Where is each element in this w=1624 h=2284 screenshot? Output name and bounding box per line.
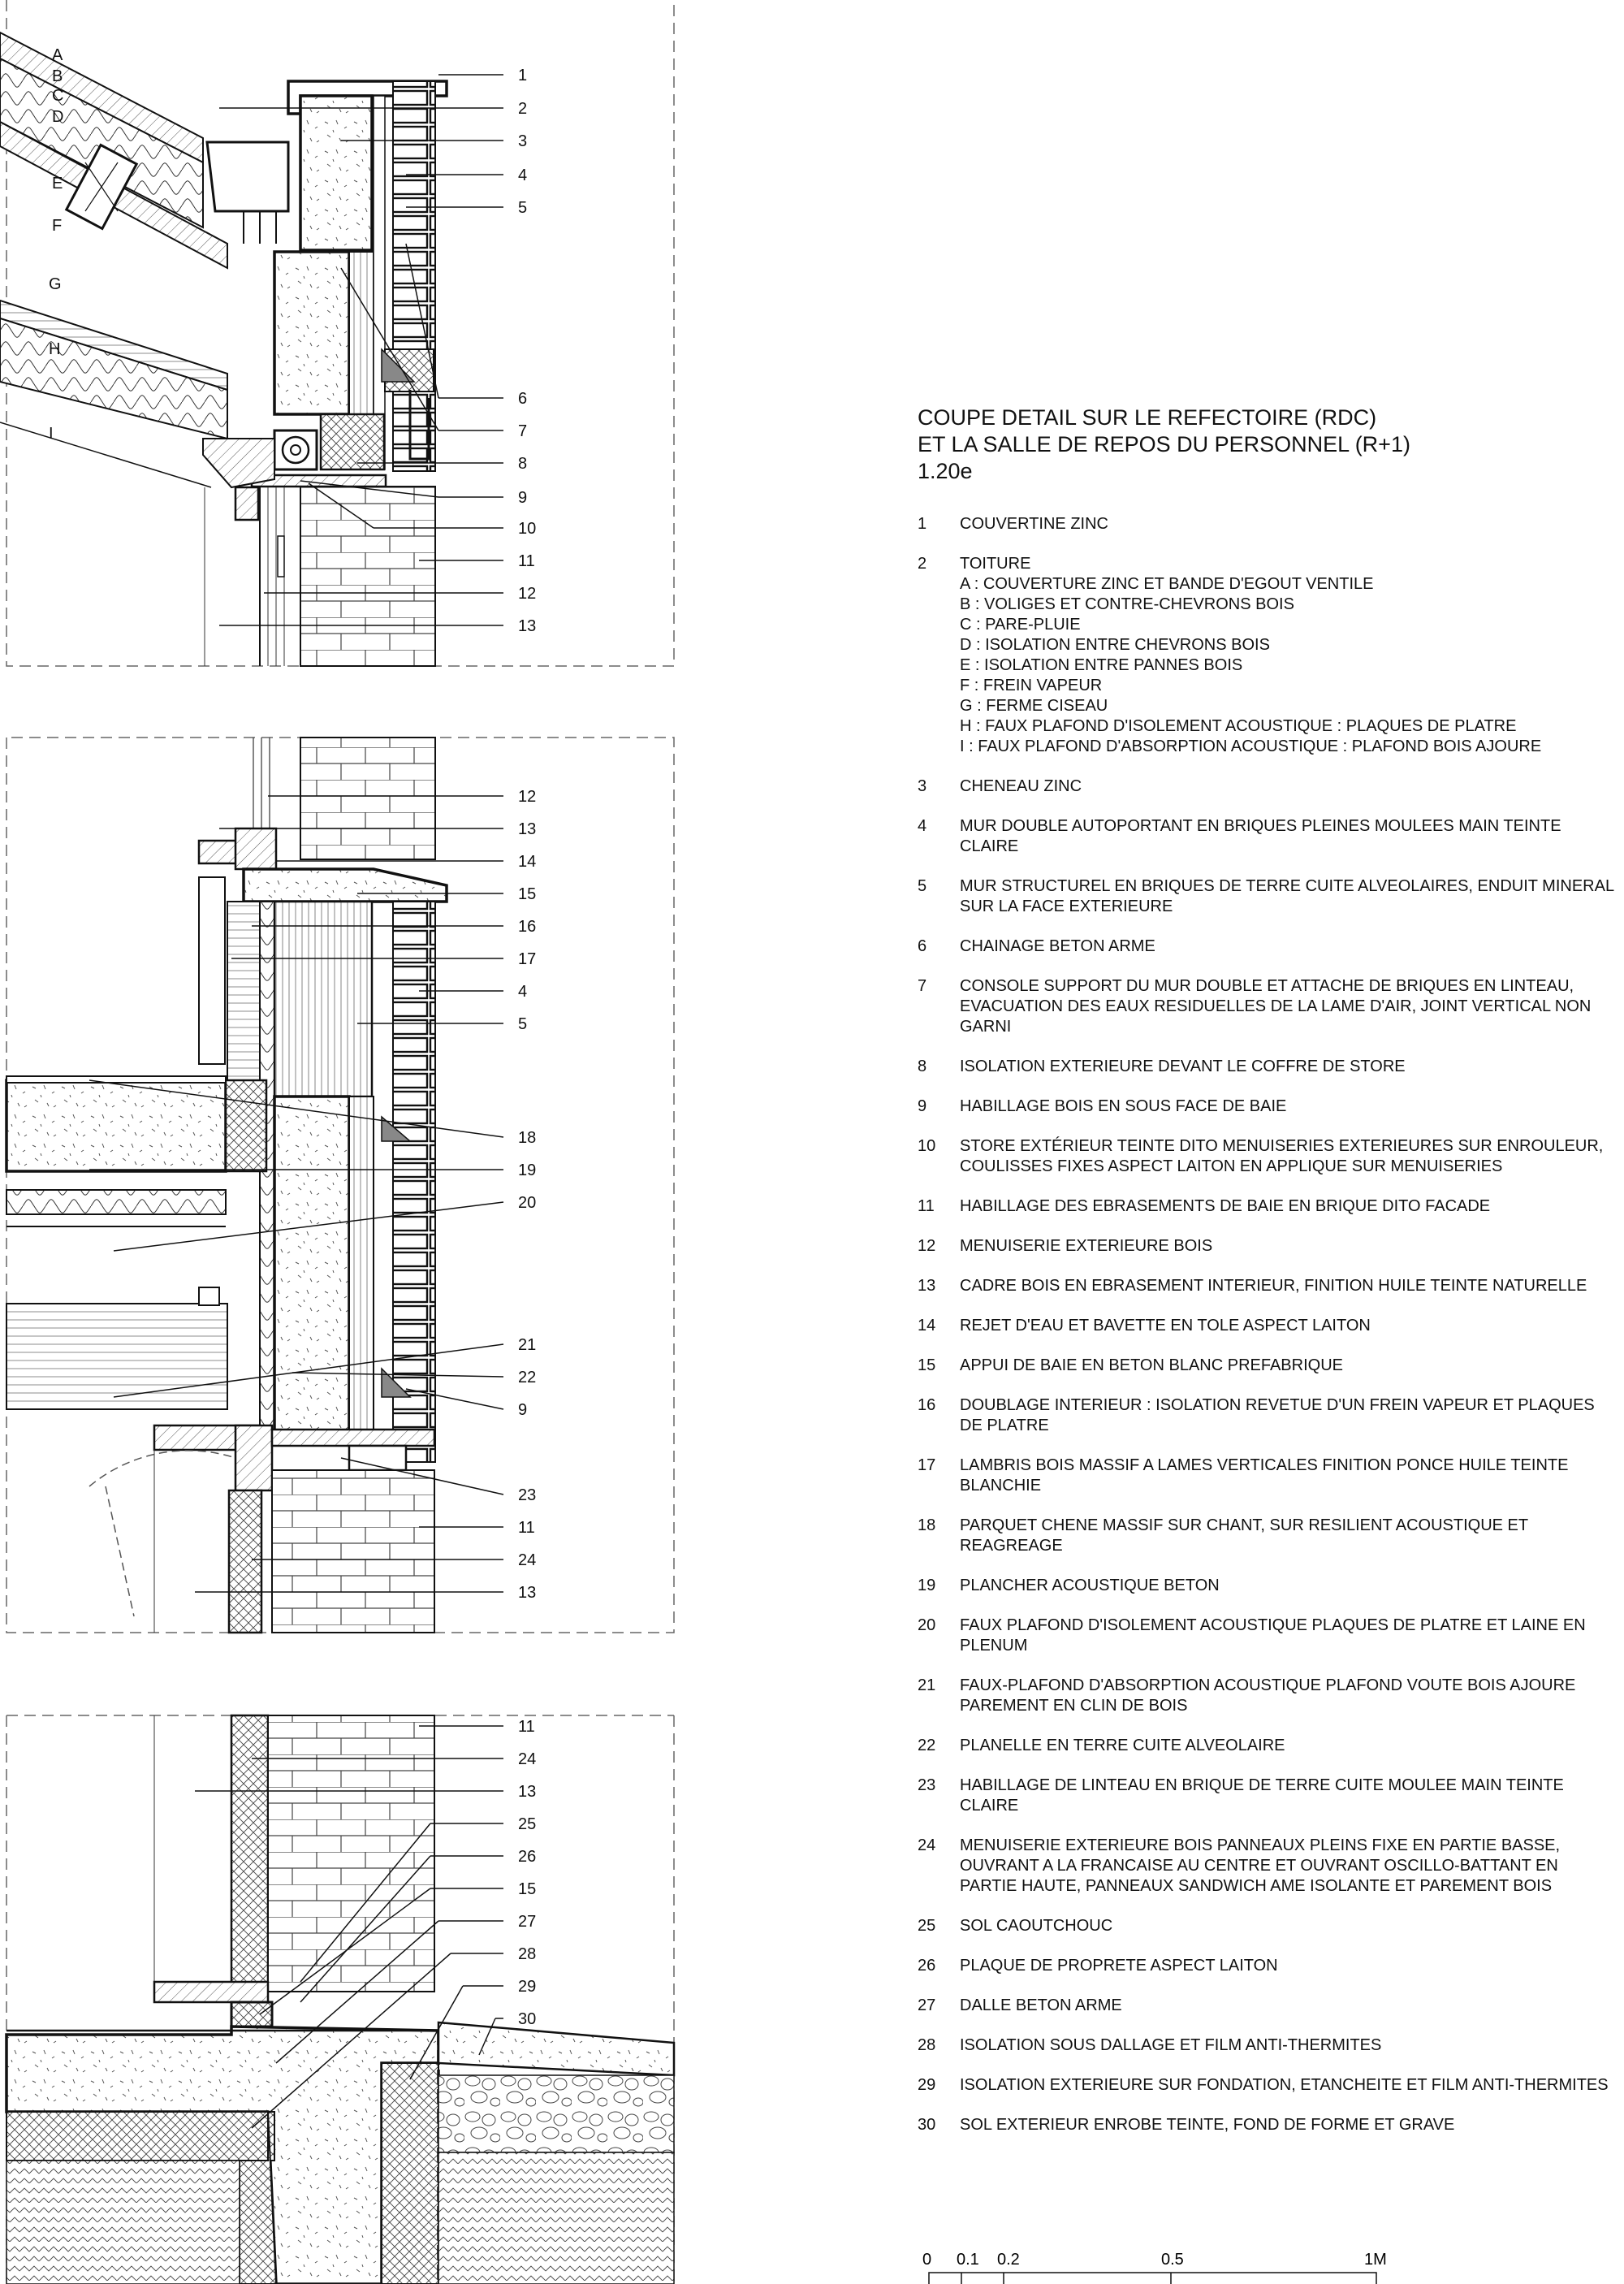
floor-section xyxy=(6,738,447,1633)
legend-item-body xyxy=(960,816,1616,857)
legend-item-number: 15 xyxy=(918,1356,936,1374)
legend-item-subtext: A : COUVERTURE ZINC ET BANDE D'EGOUT VENTILE xyxy=(960,575,1374,593)
legend-item-subtext: D : ISOLATION ENTRE CHEVRONS BOIS xyxy=(960,636,1270,654)
callout-mid-4: 4 xyxy=(518,983,528,1001)
legend-item-body xyxy=(960,1836,1616,1897)
callout-top-9: 9 xyxy=(518,489,528,507)
callout-bot-13: 13 xyxy=(518,1783,537,1801)
legend-item-text: CHAINAGE BETON ARME xyxy=(960,937,1155,955)
foundation-section xyxy=(6,1715,674,2284)
legend-item xyxy=(918,976,1616,1037)
legend-item-number: 12 xyxy=(918,1237,936,1255)
legend-item xyxy=(918,1456,1616,1496)
callout-top-8: 8 xyxy=(518,455,528,473)
legend-item-number: 9 xyxy=(918,1097,927,1115)
legend-item-text: TOITURE xyxy=(960,555,1031,573)
legend-item xyxy=(918,2035,1616,2056)
legend-item-body xyxy=(960,1276,1616,1296)
legend-item-number: 26 xyxy=(918,1957,936,1975)
callout-numbers-bottom xyxy=(518,1718,536,2028)
legend-item xyxy=(918,1356,1616,1376)
legend-item-subtext: E : ISOLATION ENTRE PANNES BOIS xyxy=(960,656,1243,674)
roof-letter-e: E xyxy=(52,175,63,192)
legend-item-number: 4 xyxy=(918,817,927,835)
legend-item-number: 28 xyxy=(918,2036,936,2054)
roof-letter-f: F xyxy=(52,217,63,235)
legend-item-text: CADRE BOIS EN EBRASEMENT INTERIEUR, FINITION HUILE TEINTE NATURELLE xyxy=(960,1277,1587,1295)
callout-bot-27: 27 xyxy=(518,1913,537,1931)
legend-item-body xyxy=(960,1676,1616,1716)
callout-bot-30: 30 xyxy=(518,2010,537,2028)
legend-item-subtext: H : FAUX PLAFOND D'ISOLEMENT ACOUSTIQUE : PLAQUES DE PLATRE xyxy=(960,717,1517,735)
legend-item-text: PLANCHER ACOUSTIQUE BETON xyxy=(960,1577,1220,1594)
scale-tick-05: 0.5 xyxy=(1161,2252,1184,2269)
legend-item-text: FAUX-PLAFOND D'ABSORPTION ACOUSTIQUE PLAFOND VOUTE BOIS AJOURE PAREMENT EN CLIN DE BOIS xyxy=(960,1676,1576,1715)
callout-mid-12: 12 xyxy=(518,788,537,806)
legend-item-number: 30 xyxy=(918,2116,936,2134)
legend-item xyxy=(918,1676,1616,1716)
callout-mid-17: 17 xyxy=(518,950,537,968)
callout-top-13: 13 xyxy=(518,617,537,635)
callout-bot-24: 24 xyxy=(518,1750,537,1768)
callout-top-1: 1 xyxy=(518,67,528,84)
legend-item xyxy=(918,1836,1616,1897)
legend-item xyxy=(918,2115,1616,2135)
legend-item-body xyxy=(960,554,1616,757)
callout-top-6: 6 xyxy=(518,390,528,408)
legend-item-text: MUR STRUCTUREL EN BRIQUES DE TERRE CUITE ALVEOLAIRES, ENDUIT MINERAL SUR LA FACE EXTERIEURE xyxy=(960,877,1614,915)
legend-item-number: 1 xyxy=(918,515,927,533)
legend-item-body xyxy=(960,1616,1616,1656)
roof-letter-h: H xyxy=(49,340,61,358)
callout-mid-15: 15 xyxy=(518,885,537,903)
legend-item-text: MENUISERIE EXTERIEURE BOIS PANNEAUX PLEINS FIXE EN PARTIE BASSE, OUVRANT A LA FRANCAISE AU CENTRE ET OUVRANT OSCILLO-BATTANT EN PARTIE HAUTE, PANNEAUX SANDWICH AME ISOLANTE ET PAREMENT BOIS xyxy=(960,1836,1561,1895)
legend-item-number: 21 xyxy=(918,1676,936,1694)
legend-item-text: MENUISERIE EXTERIEURE BOIS xyxy=(960,1237,1213,1255)
roof-letter-b: B xyxy=(52,67,63,85)
callout-top-5: 5 xyxy=(518,199,528,217)
callout-bot-11: 11 xyxy=(518,1718,535,1736)
legend-item-body xyxy=(960,976,1616,1037)
legend-item xyxy=(918,1576,1616,1596)
callout-bot-29: 29 xyxy=(518,1978,537,1996)
legend-item-body xyxy=(960,1196,1616,1217)
legend-item-body xyxy=(960,1356,1616,1376)
legend-item-text: DALLE BETON ARME xyxy=(960,1996,1122,2014)
legend-item-text: FAUX PLAFOND D'ISOLEMENT ACOUSTIQUE PLAQUES DE PLATRE ET LAINE EN PLENUM xyxy=(960,1616,1586,1655)
legend-item-text: CHENEAU ZINC xyxy=(960,777,1082,795)
legend-item-text: COUVERTINE ZINC xyxy=(960,515,1108,533)
legend-item xyxy=(918,816,1616,857)
legend-item-number: 13 xyxy=(918,1277,936,1295)
legend-item-number: 24 xyxy=(918,1836,936,1854)
legend-item-subtext: G : FERME CISEAU xyxy=(960,697,1108,715)
callout-mid-9: 9 xyxy=(518,1401,528,1419)
legend-item-text: MUR DOUBLE AUTOPORTANT EN BRIQUES PLEINES MOULEES MAIN TEINTE CLAIRE xyxy=(960,817,1561,855)
legend-item-number: 20 xyxy=(918,1616,936,1634)
sheet-title-line-1: COUPE DETAIL SUR LE REFECTOIRE (RDC) xyxy=(918,405,1377,430)
legend-item-number: 7 xyxy=(918,977,927,995)
legend-item-text: REJET D'EAU ET BAVETTE EN TOLE ASPECT LAITON xyxy=(960,1317,1371,1334)
legend-item-body xyxy=(960,876,1616,917)
roof-section xyxy=(0,32,447,666)
callout-mid-23: 23 xyxy=(518,1486,537,1504)
legend-item-body xyxy=(960,1395,1616,1436)
legend-item-text: PLANELLE EN TERRE CUITE ALVEOLAIRE xyxy=(960,1737,1285,1754)
legend-item-number: 8 xyxy=(918,1058,927,1075)
legend-item-number: 22 xyxy=(918,1737,936,1754)
roof-letter-d: D xyxy=(52,108,64,126)
callout-top-4: 4 xyxy=(518,167,528,184)
callout-numbers-middle xyxy=(518,788,536,1602)
legend-item-subtext: F : FREIN VAPEUR xyxy=(960,677,1103,694)
legend-item-number: 19 xyxy=(918,1577,936,1594)
legend-item xyxy=(918,1516,1616,1556)
legend-item-body xyxy=(960,2035,1616,2056)
legend-item-body xyxy=(960,1956,1616,1976)
scale-tick-02: 0.2 xyxy=(997,2252,1020,2269)
legend-item xyxy=(918,554,1616,757)
legend-item-number: 27 xyxy=(918,1996,936,2014)
callout-bot-28: 28 xyxy=(518,1945,537,1963)
callout-top-3: 3 xyxy=(518,132,528,150)
callout-numbers-top xyxy=(518,67,536,635)
legend-item xyxy=(918,1616,1616,1656)
legend-item xyxy=(918,1236,1616,1257)
legend-item-body xyxy=(960,1916,1616,1936)
legend-item xyxy=(918,1057,1616,1077)
legend-item-body xyxy=(960,776,1616,797)
legend-item xyxy=(918,776,1616,797)
legend-item xyxy=(918,1776,1616,1816)
legend-item-text: LAMBRIS BOIS MASSIF A LAMES VERTICALES FINITION PONCE HUILE TEINTE BLANCHIE xyxy=(960,1456,1569,1495)
legend-item xyxy=(918,1196,1616,1217)
legend-item-body xyxy=(960,1576,1616,1596)
legend-item-number: 14 xyxy=(918,1317,936,1334)
legend-item-number: 16 xyxy=(918,1396,936,1414)
callout-top-11: 11 xyxy=(518,552,535,570)
legend-item xyxy=(918,1996,1616,2016)
legend-item-text: SOL EXTERIEUR ENROBE TEINTE, FOND DE FORME ET GRAVE xyxy=(960,2116,1455,2134)
legend-item-text: PLAQUE DE PROPRETE ASPECT LAITON xyxy=(960,1957,1278,1975)
legend-item-text: SOL CAOUTCHOUC xyxy=(960,1917,1113,1935)
legend-item-number: 5 xyxy=(918,877,927,895)
callout-top-2: 2 xyxy=(518,100,528,118)
roof-letter-i: I xyxy=(49,425,54,443)
sheet-title-line-2: ET LA SALLE DE REPOS DU PERSONNEL (R+1) xyxy=(918,432,1410,456)
legend-item xyxy=(918,937,1616,957)
legend-item-number: 11 xyxy=(918,1197,935,1215)
callout-top-10: 10 xyxy=(518,520,537,538)
legend-item-text: HABILLAGE BOIS EN SOUS FACE DE BAIE xyxy=(960,1097,1287,1115)
legend-item-text: DOUBLAGE INTERIEUR : ISOLATION REVETUE D'UN FREIN VAPEUR ET PLAQUES DE PLATRE xyxy=(960,1396,1595,1434)
scale-tick-01: 0.1 xyxy=(957,2252,979,2269)
legend-item-body xyxy=(960,1456,1616,1496)
legend-item-subtext: I : FAUX PLAFOND D'ABSORPTION ACOUSTIQUE : PLAFOND BOIS AJOURE xyxy=(960,738,1542,755)
roof-letter-g: G xyxy=(49,275,62,293)
callout-mid-20: 20 xyxy=(518,1194,537,1212)
legend-item-text: HABILLAGE DES EBRASEMENTS DE BAIE EN BRIQUE DITO FACADE xyxy=(960,1197,1491,1215)
legend-item xyxy=(918,1916,1616,1936)
legend-item xyxy=(918,1276,1616,1296)
callout-mid-13: 13 xyxy=(518,820,537,838)
legend-item-number: 6 xyxy=(918,937,927,955)
roof-letter-a: A xyxy=(52,46,63,64)
legend-item-text: ISOLATION SOUS DALLAGE ET FILM ANTI-THERMITES xyxy=(960,2036,1382,2054)
callout-mid-22: 22 xyxy=(518,1369,537,1386)
legend-item-number: 25 xyxy=(918,1917,936,1935)
legend-item xyxy=(918,1316,1616,1336)
legend-item-number: 18 xyxy=(918,1516,936,1534)
legend-item-body xyxy=(960,1736,1616,1756)
legend-panel xyxy=(918,404,1616,2155)
callout-mid-13b: 13 xyxy=(518,1584,537,1602)
legend-item-body xyxy=(960,1776,1616,1816)
legend-item-number: 10 xyxy=(918,1137,936,1155)
callout-mid-21: 21 xyxy=(518,1336,537,1354)
callout-mid-14: 14 xyxy=(518,853,537,871)
legend-item-body xyxy=(960,1516,1616,1556)
legend-item-text: PARQUET CHENE MASSIF SUR CHANT, SUR RESILIENT ACOUSTIQUE ET REAGREAGE xyxy=(960,1516,1528,1555)
legend-item xyxy=(918,1097,1616,1117)
scale-bar xyxy=(918,2252,1389,2284)
callout-mid-19: 19 xyxy=(518,1161,537,1179)
legend-item-body xyxy=(960,2115,1616,2135)
roof-letter-c: C xyxy=(52,87,64,105)
legend-item-number: 3 xyxy=(918,777,927,795)
callout-bot-25: 25 xyxy=(518,1815,537,1833)
legend-item xyxy=(918,1395,1616,1436)
callout-mid-16: 16 xyxy=(518,918,537,936)
legend-list xyxy=(918,514,1616,2135)
callout-bot-15: 15 xyxy=(518,1880,537,1898)
callout-top-7: 7 xyxy=(518,422,528,440)
legend-item-number: 29 xyxy=(918,2076,936,2094)
callout-mid-11: 11 xyxy=(518,1519,535,1537)
legend-item-number: 17 xyxy=(918,1456,936,1474)
legend-item-subtext: C : PARE-PLUIE xyxy=(960,616,1081,634)
legend-item-number: 2 xyxy=(918,555,927,573)
legend-item-body xyxy=(960,1097,1616,1117)
legend-item-body xyxy=(960,1136,1616,1177)
callout-top-12: 12 xyxy=(518,585,537,603)
legend-item-number: 23 xyxy=(918,1776,936,1794)
legend-item-text: STORE EXTÉRIEUR TEINTE DITO MENUISERIES EXTERIEURES SUR ENROULEUR, COULISSES FIXES ASPECT LAITON EN APPLIQUE SUR MENUISERIES xyxy=(960,1137,1604,1175)
legend-item xyxy=(918,2075,1616,2096)
legend-item-body xyxy=(960,937,1616,957)
legend-item-text: ISOLATION EXTERIEURE SUR FONDATION, ETANCHEITE ET FILM ANTI-THERMITES xyxy=(960,2076,1609,2094)
legend-item-subtext: B : VOLIGES ET CONTRE-CHEVRONS BOIS xyxy=(960,595,1294,613)
legend-item-text: HABILLAGE DE LINTEAU EN BRIQUE DE TERRE CUITE MOULEE MAIN TEINTE CLAIRE xyxy=(960,1776,1564,1815)
legend-item-body xyxy=(960,1236,1616,1257)
callout-bot-26: 26 xyxy=(518,1848,537,1866)
legend-item xyxy=(918,876,1616,917)
legend-item-text: APPUI DE BAIE EN BETON BLANC PREFABRIQUE xyxy=(960,1356,1343,1374)
legend-item xyxy=(918,1736,1616,1756)
scale-tick-1m: 1M xyxy=(1364,2252,1387,2269)
callout-mid-24: 24 xyxy=(518,1551,537,1569)
legend-item-body xyxy=(960,1316,1616,1336)
legend-item-body xyxy=(960,1057,1616,1077)
legend-item xyxy=(918,514,1616,534)
legend-item-text: ISOLATION EXTERIEURE DEVANT LE COFFRE DE STORE xyxy=(960,1058,1406,1075)
scale-tick-0: 0 xyxy=(922,2252,932,2269)
legend-item-body xyxy=(960,1996,1616,2016)
legend-item-body xyxy=(960,2075,1616,2096)
callout-mid-18: 18 xyxy=(518,1129,537,1147)
legend-item-body xyxy=(960,514,1616,534)
callout-mid-5: 5 xyxy=(518,1015,528,1033)
sheet-scale-label: 1.20e xyxy=(918,459,973,483)
legend-item xyxy=(918,1956,1616,1976)
legend-item xyxy=(918,1136,1616,1177)
legend-item-text: CONSOLE SUPPORT DU MUR DOUBLE ET ATTACHE DE BRIQUES EN LINTEAU, EVACUATION DES EAUX RESIDUELLES DE LA LAME D'AIR, JOINT VERTICAL NON GARNI xyxy=(960,977,1592,1036)
